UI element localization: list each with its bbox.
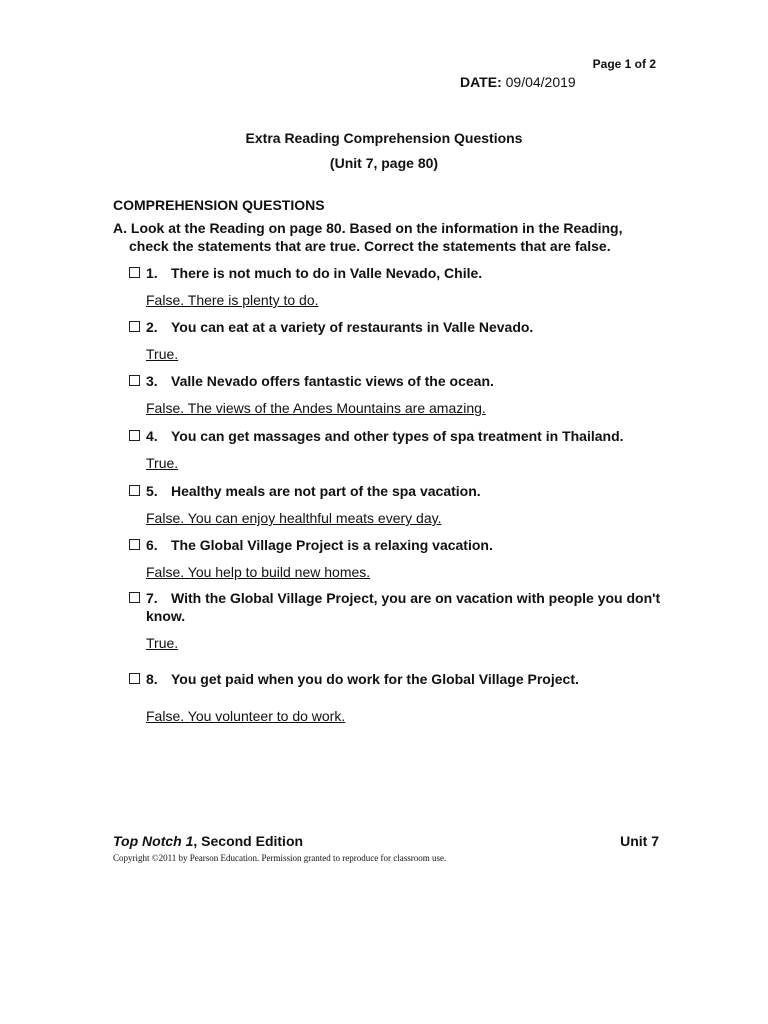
checkbox[interactable] <box>129 592 140 603</box>
question-number: 3. <box>146 373 158 389</box>
section-heading: COMPREHENSION QUESTIONS <box>113 197 325 213</box>
question-number: 7. <box>146 590 158 606</box>
answer-6: False. You help to build new homes. <box>146 564 371 580</box>
question-text: With the Global Village Project, you are on vacation with people you don't <box>171 590 661 606</box>
page-number: Page 1 of 2 <box>592 57 656 71</box>
question-number: 1. <box>146 265 158 281</box>
question-2 <box>129 319 533 335</box>
question-3 <box>129 373 494 389</box>
question-text: Healthy meals are not part of the spa vacation. <box>171 483 481 499</box>
checkbox[interactable] <box>129 485 140 496</box>
question-7-continued: know. <box>146 608 186 624</box>
copyright-notice: Copyright ©2011 by Pearson Education. Permission granted to reproduce for classroom use. <box>113 853 447 863</box>
question-8 <box>129 671 579 687</box>
answer-8: False. You volunteer to do work. <box>146 708 346 724</box>
date-line <box>460 74 576 90</box>
question-text: Valle Nevado offers fantastic views of the ocean. <box>171 373 494 389</box>
instructions-line-2: check the statements that are true. Correct the statements that are false. <box>129 238 611 254</box>
question-4 <box>129 428 624 444</box>
footer-unit: Unit 7 <box>620 833 659 849</box>
question-text: You get paid when you do work for the Global Village Project. <box>171 671 579 687</box>
document-subtitle: (Unit 7, page 80) <box>329 155 439 171</box>
checkbox[interactable] <box>129 267 140 278</box>
book-title: Top Notch 1 <box>113 833 194 849</box>
question-number: 6. <box>146 537 158 553</box>
answer-4: True. <box>146 455 179 471</box>
checkbox[interactable] <box>129 673 140 684</box>
answer-7: True. <box>146 635 179 651</box>
answer-5: False. You can enjoy healthful meats every day. <box>146 510 442 526</box>
question-text: There is not much to do in Valle Nevado, Chile. <box>171 265 483 281</box>
book-edition: , Second Edition <box>193 833 304 849</box>
question-number: 2. <box>146 319 158 335</box>
checkbox[interactable] <box>129 430 140 441</box>
question-6 <box>129 537 493 553</box>
checkbox[interactable] <box>129 539 140 550</box>
question-number: 5. <box>146 483 158 499</box>
answer-1: False. There is plenty to do. <box>146 292 319 308</box>
answer-2: True. <box>146 346 179 362</box>
question-text: You can eat at a variety of restaurants in Valle Nevado. <box>171 319 534 335</box>
question-text: The Global Village Project is a relaxing vacation. <box>171 537 493 553</box>
question-text: You can get massages and other types of spa treatment in Thailand. <box>171 428 624 444</box>
checkbox[interactable] <box>129 375 140 386</box>
date-label: DATE: <box>460 74 502 90</box>
document-title: Extra Reading Comprehension Questions <box>245 130 523 146</box>
question-7 <box>129 590 660 606</box>
footer-book-title <box>113 833 303 849</box>
question-number: 4. <box>146 428 158 444</box>
question-1 <box>129 265 482 281</box>
question-number: 8. <box>146 671 158 687</box>
date-value: 09/04/2019 <box>505 74 576 90</box>
answer-3: False. The views of the Andes Mountains are amazing. <box>146 400 486 416</box>
checkbox[interactable] <box>129 321 140 332</box>
instructions-line-1: A. Look at the Reading on page 80. Based on the information in the Reading, <box>113 220 623 236</box>
question-5 <box>129 483 481 499</box>
